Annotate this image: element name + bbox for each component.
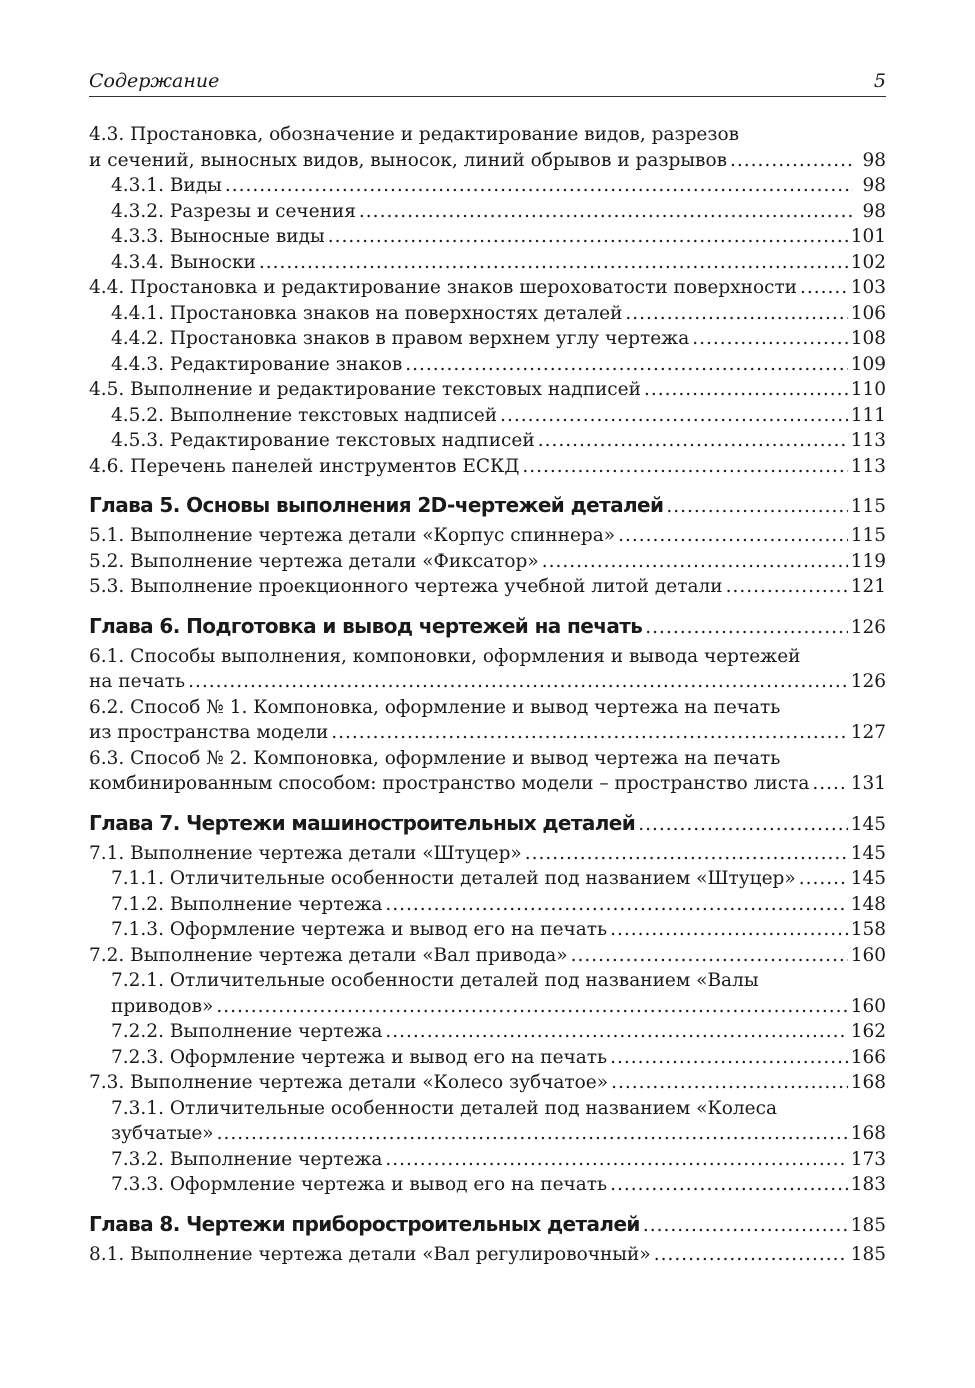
toc-entry[interactable] [89,994,886,1020]
toc-entry[interactable] [89,326,886,352]
toc-entry-label: 7.1.1. Отличительные особенности деталей под названием «Штуцер» [111,868,796,889]
toc-entry-label: 4.3.3. Выносные виды [111,226,325,247]
dot-leader [726,574,848,600]
toc-entry-label: 7.2.3. Оформление чертежа и вывод его на печать [111,1046,608,1068]
toc-entry-page: 145 [850,813,886,835]
toc-entry-label: 4.5.2. Выполнение текстовых надписей [111,404,498,426]
dot-leader [692,326,847,352]
toc-entry[interactable] [89,523,886,549]
toc-entry[interactable] [89,122,886,148]
toc-entry[interactable] [89,943,886,969]
toc-entry[interactable] [89,352,886,378]
dot-leader [225,173,853,199]
dot-leader [645,614,847,640]
toc-entry[interactable] [89,968,886,994]
toc-entry-label: 4.6. Перечень панелей инструментов ЕСКД [89,455,520,477]
toc-entry-page: 101 [850,226,886,247]
toc-entry-page: 158 [850,919,886,940]
dot-leader [542,549,848,575]
toc-entry[interactable] [89,1045,886,1071]
toc-entry[interactable] [89,403,886,429]
chapter-title: Глава 5. Основы выполнения 2D-чертежей деталей [89,493,664,517]
toc-entry-page: 98 [862,200,886,222]
toc-entry-page: 162 [850,1021,886,1042]
toc-entry[interactable] [89,841,886,867]
toc-entry-label: комбинированным способом: пространство модели – пространство листа [89,773,810,794]
toc-chapter-heading[interactable] [89,491,886,519]
toc-entry-page: 110 [850,379,886,400]
dot-leader [618,523,848,549]
dot-leader [800,275,848,301]
toc-entry-page: 160 [850,995,886,1017]
toc-entry[interactable] [89,574,886,600]
toc-entry-page: 148 [850,893,886,915]
running-header [89,66,886,97]
dot-leader [259,250,848,276]
toc-entry-page: 109 [850,353,886,375]
dot-leader [217,1121,848,1147]
toc-entry-label: 8.1. Выполнение чертежа детали «Вал регулировочный» [89,1243,651,1265]
toc-entry-label: 4.4.1. Простановка знаков на поверхностях деталей [111,302,623,324]
dot-leader [538,428,848,454]
toc-entry-label: зубчатые» [111,1123,214,1144]
dot-leader [328,224,848,250]
toc-entry[interactable] [89,250,886,276]
toc-entry-page: 115 [850,525,886,546]
toc-entry-page: 145 [850,868,886,889]
toc-entry[interactable] [89,695,886,721]
toc-entry-label: 4.4. Простановка и редактирование знаков шероховатости поверхности [89,277,798,298]
toc-entry-page: 119 [850,550,886,572]
dot-leader [666,493,847,519]
toc-entry-page: 98 [862,149,886,171]
page-number: 5 [873,70,886,92]
chapter-title: Глава 7. Чертежи машиностроительных деталей [89,810,636,835]
toc-entry-page: 102 [850,251,886,273]
toc-entry-label: 4.5.3. Редактирование текстовых надписей [111,430,535,451]
toc-entry-label: 4.3.2. Разрезы и сечения [111,200,356,222]
toc-entry-page: 113 [850,455,886,477]
dot-leader [610,1045,848,1071]
toc-entry-label: из пространства модели [89,722,329,743]
dot-leader [405,352,847,378]
toc-entry-label: 4.3.1. Виды [111,175,222,196]
table-of-contents [89,122,886,1267]
dot-leader [610,1172,848,1198]
toc-entry-page: 103 [850,277,886,298]
toc-entry[interactable] [89,1242,886,1268]
toc-entry-label: 5.3. Выполнение проекционного чертежа учебной литой детали [89,576,723,597]
dot-leader [500,403,848,429]
dot-leader [611,1070,848,1096]
toc-chapter-heading[interactable] [89,1210,886,1238]
toc-entry-label: на печать [89,671,186,692]
toc-entry[interactable] [89,173,886,199]
dot-leader [385,1019,847,1045]
dot-leader [188,669,848,695]
toc-entry[interactable] [89,1121,886,1147]
dot-leader [654,1242,848,1268]
dot-leader [643,1212,848,1238]
toc-entry[interactable] [89,1070,886,1096]
toc-entry-label: 7.3.2. Выполнение чертежа [111,1148,383,1170]
toc-entry-page: 121 [850,576,886,597]
toc-entry-label: 4.3.4. Выноски [111,251,256,273]
toc-entry[interactable] [89,771,886,797]
dot-leader [799,866,848,892]
toc-entry[interactable] [89,148,886,174]
toc-entry[interactable] [89,1019,886,1045]
dot-leader [730,148,853,174]
toc-entry-label: 6.3. Способ № 2. Компоновка, оформление и вывод чертежа на печать [89,747,781,769]
toc-entry[interactable] [89,1147,886,1173]
chapter-title: Глава 8. Чертежи приборостроительных деталей [89,1211,640,1236]
dot-leader [522,454,847,480]
chapter-title: Глава 6. Подготовка и вывод чертежей на печать [89,613,643,638]
toc-entry-label: 7.3.3. Оформление чертежа и вывод его на печать [111,1174,608,1195]
toc-entry-label: 7.3.1. Отличительные особенности деталей под названием «Колеса [111,1097,777,1119]
toc-entry-label: 4.4.2. Простановка знаков в правом верхнем углу чертежа [111,328,690,349]
toc-entry[interactable] [89,199,886,225]
toc-entry-page: 160 [850,944,886,966]
toc-entry[interactable] [89,275,886,301]
toc-chapter-heading[interactable] [89,612,886,640]
toc-entry-page: 168 [850,1123,886,1144]
running-header-title: Содержание [89,70,220,92]
toc-entry-page: 98 [862,175,886,196]
toc-entry-page: 131 [850,773,886,794]
dot-leader [385,892,847,918]
toc-entry-label: 7.1.2. Выполнение чертежа [111,893,383,915]
toc-entry-label: 4.5. Выполнение и редактирование текстовых надписей [89,379,641,400]
toc-entry-label: 5.2. Выполнение чертежа детали «Фиксатор» [89,550,539,572]
toc-entry[interactable] [89,669,886,695]
toc-entry[interactable] [89,866,886,892]
toc-entry-label: 4.4.3. Редактирование знаков [111,353,403,375]
dot-leader [644,377,848,403]
toc-entry-page: 111 [850,404,886,426]
toc-entry[interactable] [89,454,886,480]
toc-entry-label: и сечений, выносных видов, выносок, линий обрывов и разрывов [89,149,728,171]
dot-leader [385,1147,847,1173]
toc-entry-label: 7.2. Выполнение чертежа детали «Вал привода» [89,944,568,966]
toc-entry[interactable] [89,301,886,327]
toc-entry[interactable] [89,377,886,403]
toc-entry-page: 113 [850,430,886,451]
toc-entry-page: 127 [850,722,886,743]
toc-entry[interactable] [89,549,886,575]
dot-leader [331,720,847,746]
toc-entry[interactable] [89,428,886,454]
dot-leader [638,811,848,837]
toc-entry-label: 5.1. Выполнение чертежа детали «Корпус спиннера» [89,525,616,546]
toc-entry[interactable] [89,892,886,918]
toc-entry-label: 7.1.3. Оформление чертежа и вывод его на печать [111,919,608,940]
dot-leader [610,917,848,943]
toc-entry-page: 166 [850,1046,886,1068]
dot-leader [812,771,847,797]
toc-entry-page: 185 [850,1243,886,1265]
toc-entry-label: 7.3. Выполнение чертежа детали «Колесо зубчатое» [89,1072,609,1093]
toc-entry[interactable] [89,1172,886,1198]
toc-entry[interactable] [89,746,886,772]
toc-entry-label: 7.2.1. Отличительные особенности деталей под названием «Валы [111,970,759,991]
toc-entry-page: 106 [850,302,886,324]
toc-entry-label: 6.2. Способ № 1. Компоновка, оформление и вывод чертежа на печать [89,696,781,718]
toc-entry-label: 7.2.2. Выполнение чертежа [111,1021,383,1042]
toc-entry-label: 4.3. Простановка, обозначение и редактирование видов, разрезов [89,124,740,145]
toc-entry-label: приводов» [111,995,214,1017]
toc-entry-page: 108 [850,328,886,349]
toc-entry-page: 185 [850,1214,886,1236]
toc-entry[interactable] [89,224,886,250]
dot-leader [216,994,847,1020]
dot-leader [571,943,848,969]
dot-leader [625,301,847,327]
toc-entry-page: 115 [850,496,886,517]
toc-entry[interactable] [89,644,886,670]
toc-entry[interactable] [89,1096,886,1122]
toc-entry-label: 6.1. Способы выполнения, компоновки, оформления и вывода чертежей [89,645,801,667]
toc-entry-label: 7.1. Выполнение чертежа детали «Штуцер» [89,842,522,864]
toc-entry-page: 168 [850,1072,886,1093]
toc-entry[interactable] [89,720,886,746]
dot-leader [359,199,853,225]
toc-entry-page: 183 [850,1174,886,1195]
toc-chapter-heading[interactable] [89,809,886,837]
toc-entry-page: 173 [850,1148,886,1170]
toc-entry[interactable] [89,917,886,943]
toc-entry-page: 126 [850,671,886,692]
toc-entry-page: 145 [850,842,886,864]
dot-leader [525,841,848,867]
toc-entry-page: 126 [850,616,886,638]
